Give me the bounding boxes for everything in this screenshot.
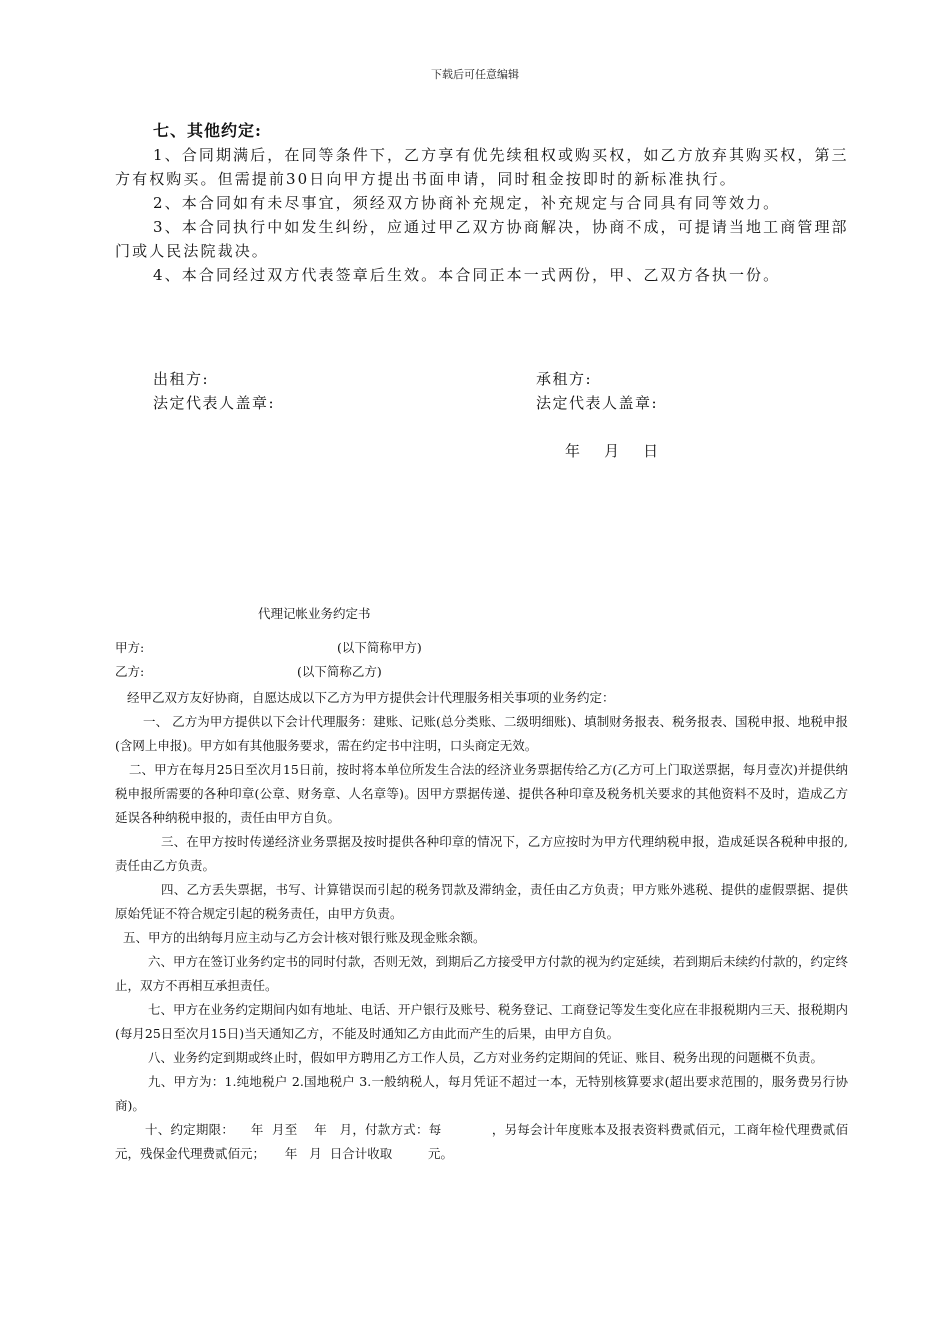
agreement-clause-1: 一、 乙方为甲方提供以下会计代理服务：建账、记账(总分类账、二级明细账)、填制财务报表、税务报表、国税申报、地税申报(含网上申报)。甲方如有其他服务要求，需在约定书中注明，口头商定无效。 [115, 714, 848, 753]
agreement-title: 代理记帐业务约定书 [258, 606, 371, 621]
lessee-label: 承租方: [536, 370, 593, 388]
party-b-label: 乙方: [115, 664, 145, 679]
agreement-clause-7: 七、甲方在业务约定期间内如有地址、电话、开户银行及账号、税务登记、工商登记等发生变化应在非报税期内三天、报税期内(每月25日至次月15日)当天通知乙方，不能及时通知乙方由此而产生的后果，由甲方自负。 [115, 1002, 849, 1041]
agreement-clause-5: 五、甲方的出纳每月应主动与乙方会计核对银行账及现金账余额。 [123, 930, 486, 945]
party-a-label: 甲方: [115, 640, 145, 655]
agreement-intro: 经甲乙双方友好协商，自愿达成以下乙方为甲方提供会计代理服务相关事项的业务约定： [127, 690, 615, 705]
page-header: 下载后可任意编辑 [431, 68, 519, 81]
agreement-clause-6: 六、甲方在签订业务约定书的同时付款，否则无效，到期后乙方接受甲方付款的视为约定延续，若到期后未续约付款的，约定终止，双方不再相互承担责任。 [115, 954, 849, 993]
agreement-clause-8: 八、业务约定到期或终止时，假如甲方聘用乙方工作人员，乙方对业务约定期间的凭证、账目、税务出现的问题概不负责。 [148, 1050, 824, 1065]
party-a-line [115, 638, 422, 656]
agreement-body [115, 686, 848, 1166]
section-7-item-3: 3、本合同执行中如发生纠纷，应通过甲乙双方协商解决，协商不成，可提请当地工商管理部门或人民法院裁决。 [115, 218, 849, 260]
section-7-item-4: 4、本合同经过双方代表签章后生效。本合同正本一式两份，甲、乙双方各执一份。 [153, 266, 781, 284]
section-7-item-2: 2、本合同如有未尽事宜，须经双方协商补充规定，补充规定与合同具有同等效力。 [153, 194, 781, 212]
party-b-line [115, 662, 382, 680]
party-a-note: (以下简称甲方) [337, 640, 422, 655]
section-7-item-1: 1、合同期满后，在同等条件下，乙方享有优先续租权或购买权，如乙方放弃其购买权，第三方有权购买。但需提前30日向甲方提出书面申请，同时租金按即时的新标准执行。 [115, 146, 849, 188]
lessee-signature-block [536, 367, 658, 415]
lessor-rep-label: 法定代表人盖章: [153, 394, 276, 412]
lessor-label: 出租方: [153, 370, 210, 388]
agreement-clause-2: 二、甲方在每月25日至次月15日前，按时将本单位所发生合法的经济业务票据传给乙方(乙方可上门取送票据，每月壹次)并提供纳税申报所需要的各种印章(公章、财务章、人名章等)。因甲方票据传递、提供各种印章及税务机关要求的其他资料不及时，造成乙方延误各种纳税申报的，责任由甲方自负。 [115, 762, 848, 825]
lessor-signature-block [153, 367, 275, 415]
agreement-clause-3: 三、在甲方按时传递经济业务票据及按时提供各种印章的情况下，乙方应按时为甲方代理纳税申报，造成延误各税种申报的, 责任由乙方负责。 [115, 834, 848, 873]
agreement-clause-10: 十、约定期限： 年 月至 年 月，付款方式：每 ，另每会计年度账本及报表资料费贰佰元，工商年检代理费贰佰元，残保金代理费贰佰元； 年 月 日合计收取 元。 [115, 1122, 848, 1161]
agreement-clause-4: 四、乙方丢失票据，书写、计算错误而引起的税务罚款及滞纳金，责任由乙方负责；甲方账外逃税、提供的虚假票据、提供原始凭证不符合规定引起的税务责任，由甲方负责。 [115, 882, 848, 921]
section-7-body [115, 143, 850, 287]
signature-date: 年 月 日 [565, 442, 660, 460]
party-b-note: (以下简称乙方) [297, 664, 382, 679]
agreement-clause-9: 九、甲方为：1.纯地税户 2.国地税户 3.一般纳税人，每月凭证不超过一本，无特别核算要求(超出要求范围的，服务费另行协商)。 [115, 1074, 848, 1113]
lessee-rep-label: 法定代表人盖章: [536, 394, 659, 412]
section-7-title: 七、其他约定: [153, 121, 262, 140]
